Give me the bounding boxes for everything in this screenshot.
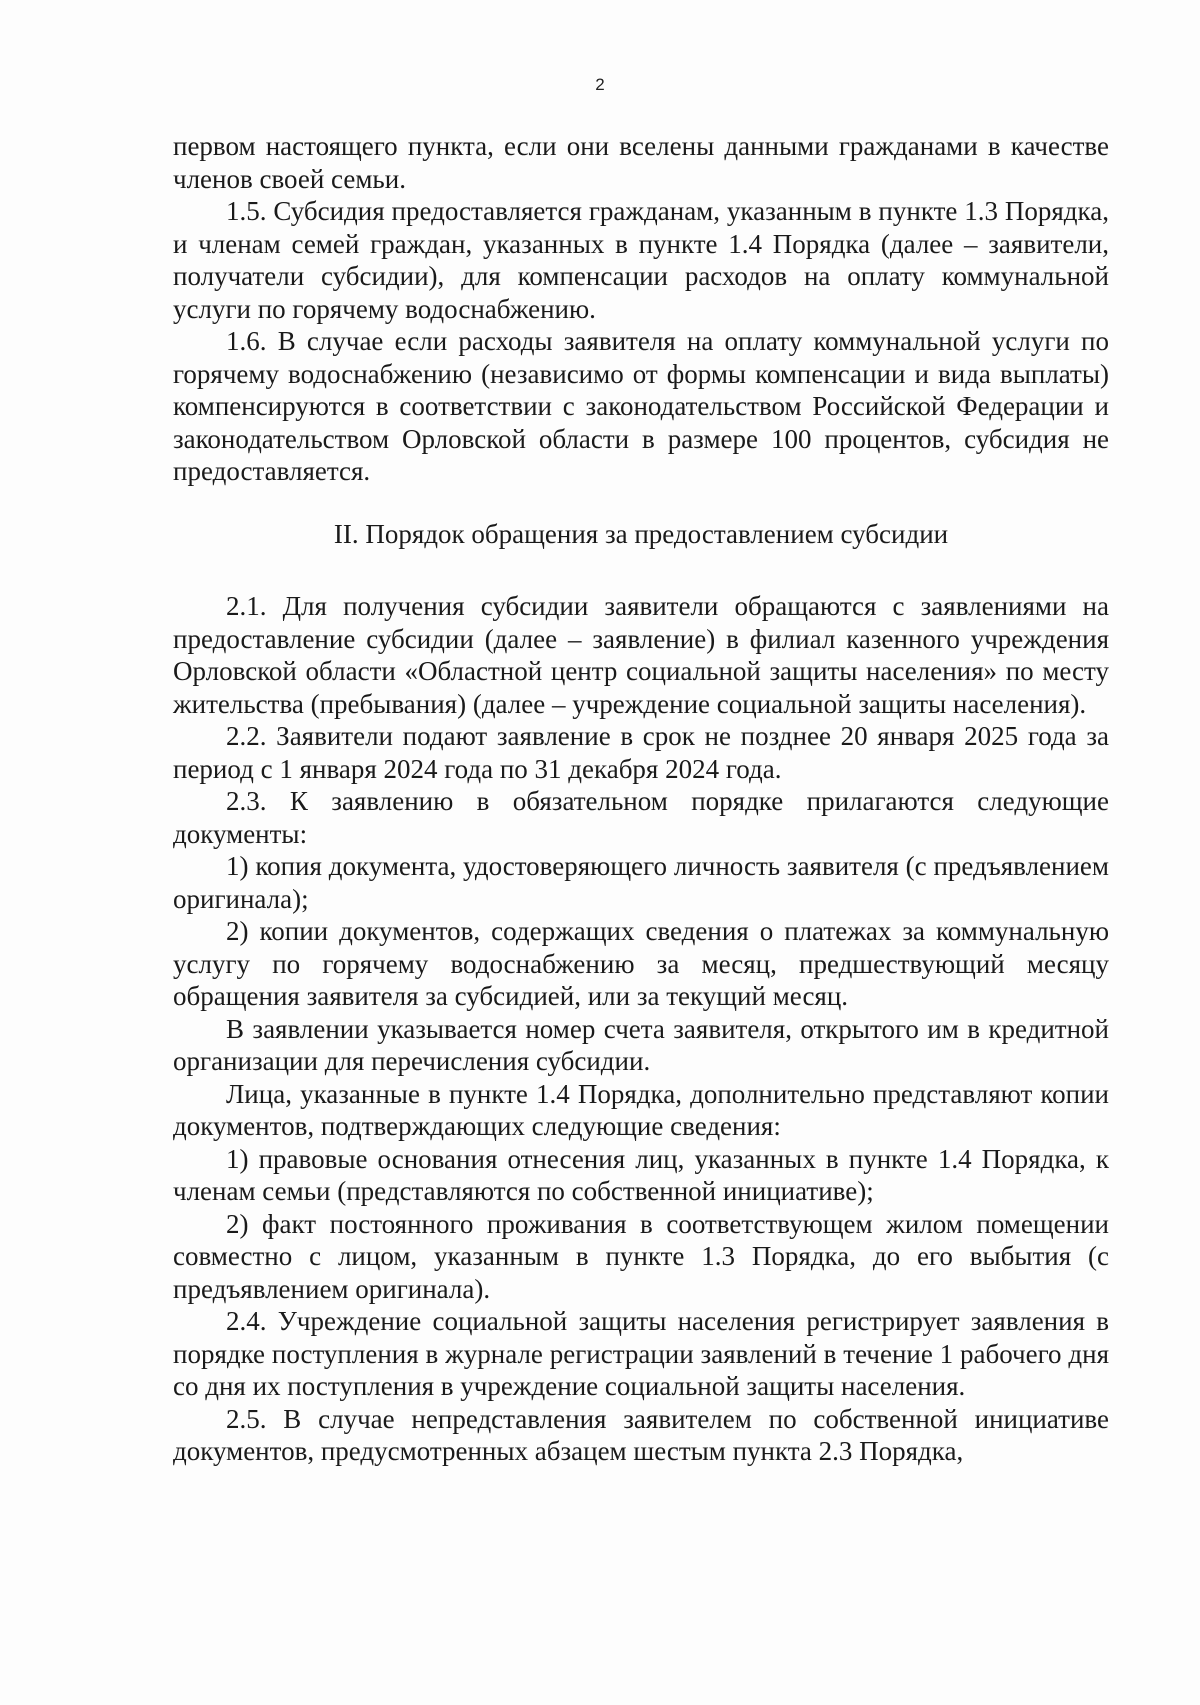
paragraph-persons-1-4: Лица, указанные в пункте 1.4 Порядка, дополнительно представляют копии документов, подтверждающих следующие сведения: (173, 1078, 1109, 1141)
section-heading: II. Порядок обращения за предоставлением субсидии (333, 518, 949, 549)
paragraph-1-6: 1.6. В случае если расходы заявителя на оплату коммунальной услуги по горячему водоснабжению (независимо от формы компенсации и вида выплаты) компенсируются в соответствии с законодательством Российской Федерации и законодательством Орловской области в размере 100 процентов, субсидия не предоставляется. (173, 326, 1109, 486)
paragraph-2-2: 2.2. Заявители подают заявление в срок не позднее 20 января 2025 года за период с 1 января 2024 года по 31 декабря 2024 года. (173, 721, 1109, 784)
paragraph-2-5: 2.5. В случае непредставления заявителем по собственной инициативе документов, предусмотренных абзацем шестым пункта 2.3 Порядка, (173, 1403, 1109, 1466)
list-item-2-3-1: 1) копия документа, удостоверяющего личность заявителя (с предъявлением оригинала); (173, 851, 1109, 914)
paragraph-2-4: 2.4. Учреждение социальной защиты населения регистрирует заявления в порядке поступления в журнале регистрации заявлений в течение 1 рабочего дня со дня их поступления в учреждение социальной защиты населения. (173, 1306, 1109, 1401)
list-item-2-3-2: 2) копии документов, содержащих сведения о платежах за коммунальную услугу по горячему водоснабжению за месяц, предшествующий месяцу обращения заявителя за субсидией, или за текущий месяц. (173, 916, 1109, 1011)
paragraph-continuation: первом настоящего пункта, если они вселены данными гражданами в качестве членов своей семьи. (173, 131, 1109, 194)
paragraph-2-1: 2.1. Для получения субсидии заявители обращаются с заявлениями на предоставление субсидии (далее – заявление) в филиал казенного учреждения Орловской области «Областной центр социальной защиты населения» по месту жительства (пребывания) (далее – учреждение социальной защиты населения). (173, 591, 1109, 719)
list-item-persons-1: 1) правовые основания отнесения лиц, указанных в пункте 1.4 Порядка, к членам семьи (представляются по собственной инициативе); (173, 1143, 1109, 1206)
paragraph-1-5: 1.5. Субсидия предоставляется гражданам, указанным в пункте 1.3 Порядка, и членам семей граждан, указанных в пункте 1.4 Порядка (далее – заявители, получатели субсидии), для компенсации расходов на оплату коммунальной услуги по горячему водоснабжению. (173, 196, 1109, 324)
paragraph-account-number: В заявлении указывается номер счета заявителя, открытого им в кредитной организации для перечисления субсидии. (173, 1013, 1109, 1076)
page-number: 2 (595, 75, 605, 94)
document-body (173, 130, 1109, 1468)
list-item-persons-2: 2) факт постоянного проживания в соответствующем жилом помещении совместно с лицом, указанным в пункте 1.3 Порядка, до его выбытия (с предъявлением оригинала). (173, 1208, 1109, 1304)
paragraph-2-3: 2.3. К заявлению в обязательном порядке прилагаются следующие документы: (173, 786, 1109, 849)
